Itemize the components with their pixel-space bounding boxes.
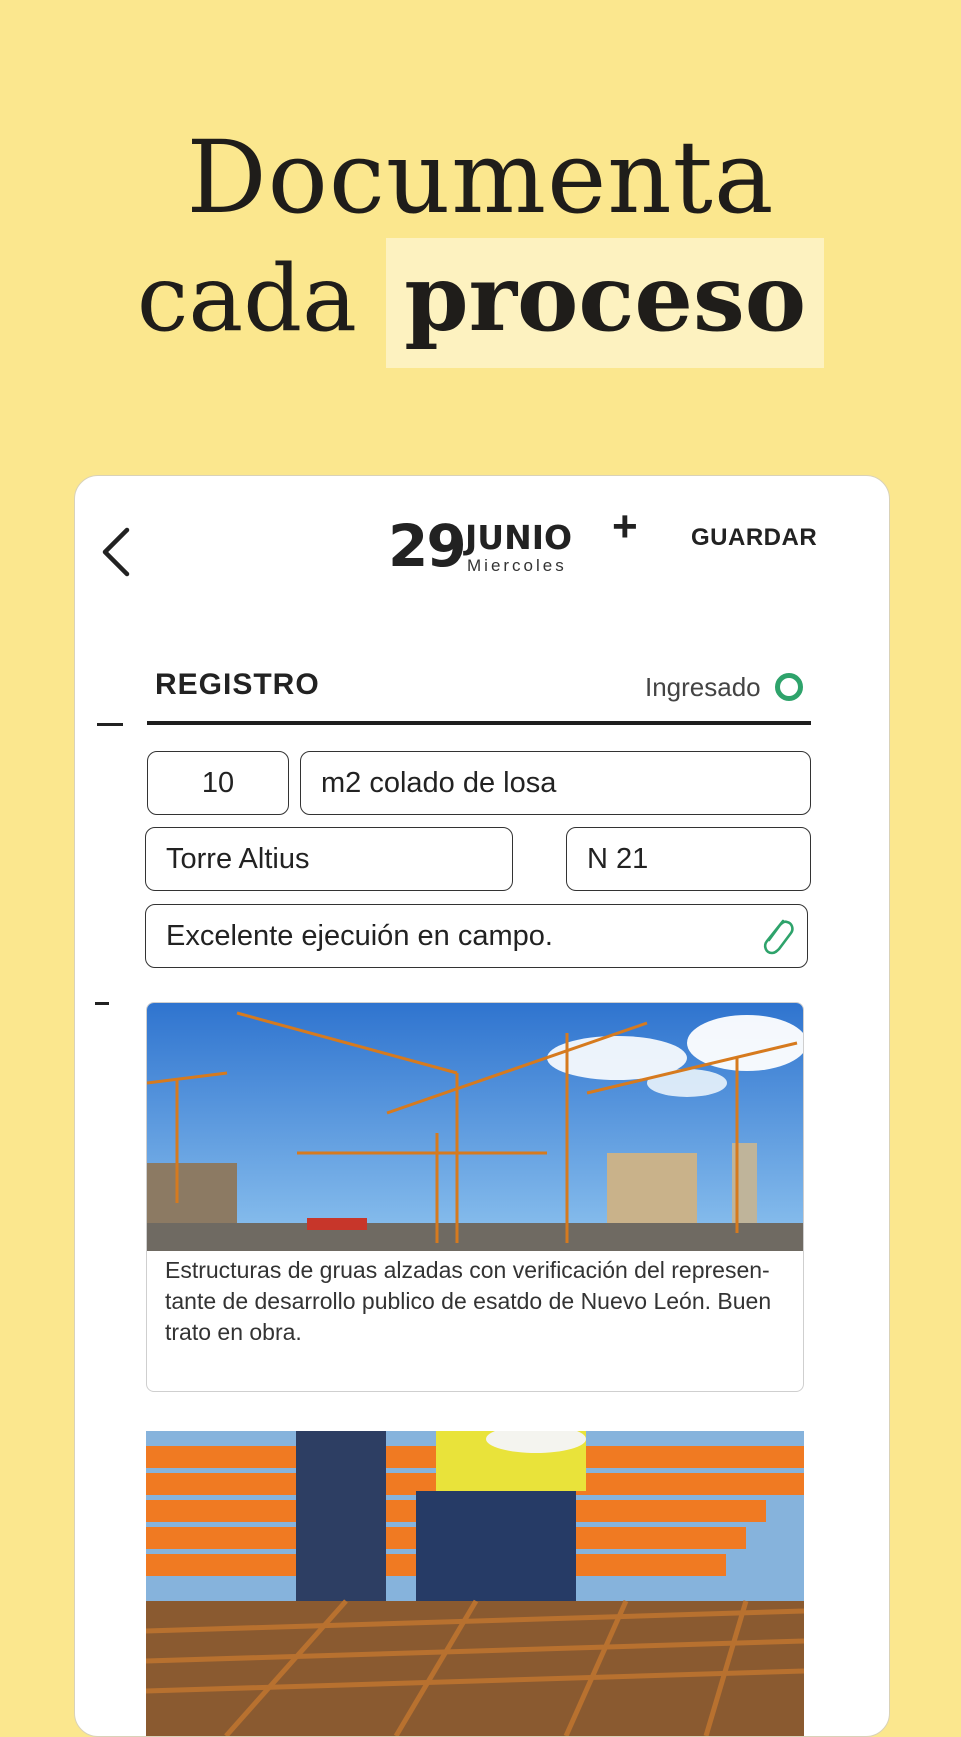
collapse-handle-2[interactable] (95, 1002, 109, 1005)
construction-cranes-photo (147, 1003, 804, 1251)
quantity-field[interactable]: 10 (147, 751, 289, 815)
date-weekday: Miercoles (467, 556, 567, 575)
section-title: REGISTRO (155, 668, 320, 701)
save-button[interactable]: GUARDAR (691, 524, 818, 551)
headline-line-2 (0, 238, 961, 368)
app-screen-card (74, 475, 890, 1737)
headline-plain: cada (136, 245, 357, 352)
date-number: 29 (388, 512, 465, 580)
entry-card (146, 1002, 804, 1392)
add-button[interactable]: + (612, 502, 638, 551)
collapse-handle[interactable] (97, 723, 123, 726)
level-field[interactable]: N 21 (566, 827, 811, 891)
notes-text: Excelente ejecuión en campo. (166, 919, 553, 952)
project-field[interactable]: Torre Altius (145, 827, 513, 891)
date-month: JUNIO (465, 518, 573, 557)
headline-highlight: proceso (386, 238, 824, 368)
worker-rebar-photo (146, 1431, 804, 1736)
description-field[interactable]: m2 colado de losa (300, 751, 811, 815)
notes-field[interactable] (145, 904, 808, 968)
headline-line-1: Documenta (186, 119, 775, 236)
entry-caption: Estructuras de gruas alzadas con verificación del represen-tante de desarrollo publico de esatdo de Nuevo León. Buen trato en obra. (165, 1257, 772, 1345)
status-indicator-icon (775, 673, 803, 701)
promo-headline (0, 118, 961, 368)
back-arrow-icon[interactable] (95, 524, 139, 580)
status-label: Ingresado (645, 672, 761, 702)
paperclip-icon[interactable] (759, 915, 795, 959)
section-divider (147, 721, 811, 725)
entry-card-2 (146, 1431, 804, 1736)
